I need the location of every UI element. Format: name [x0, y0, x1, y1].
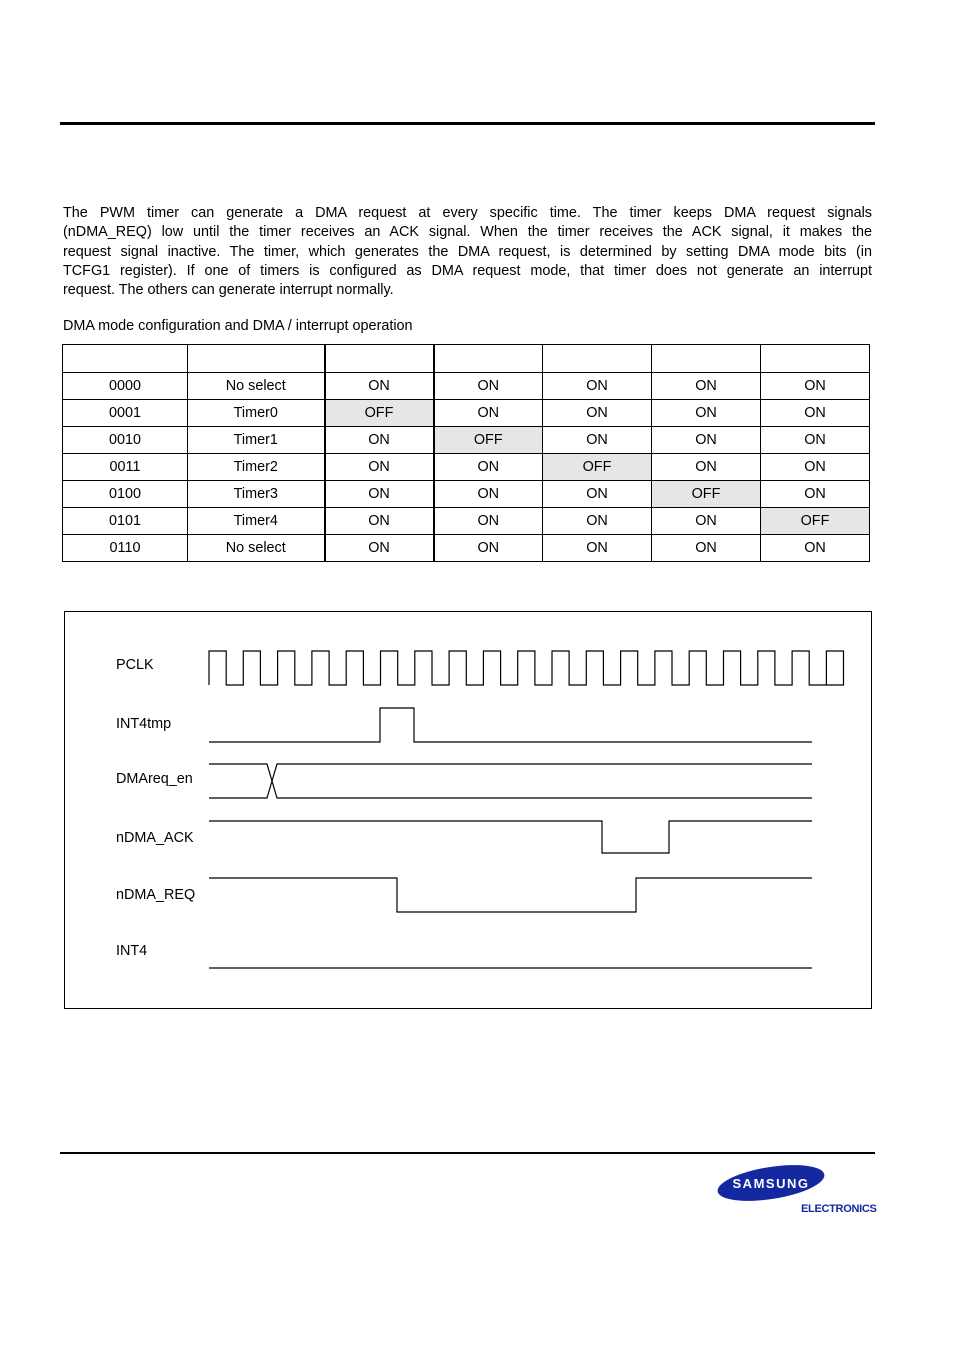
- interrupt-status-cell: ON: [652, 535, 761, 562]
- dma-timer-cell: Timer1: [188, 427, 325, 454]
- ndma-ack-waveform: [209, 821, 812, 853]
- interrupt-status-cell: OFF: [434, 427, 543, 454]
- interrupt-status-cell: ON: [652, 373, 761, 400]
- interrupt-status-cell: ON: [434, 400, 543, 427]
- dma-timer-cell: Timer3: [188, 481, 325, 508]
- interrupt-status-cell: ON: [761, 481, 870, 508]
- dmareq-en-waveform: [209, 764, 812, 798]
- footer-rule: [60, 1152, 875, 1154]
- mode-bits-cell: 0110: [63, 535, 188, 562]
- paragraph-line: TCFG1 register). If one of timers is configured as DMA request mode, that timer does not generate an interrupt: [63, 262, 872, 279]
- interrupt-status-cell: ON: [325, 427, 434, 454]
- interrupt-status-cell: ON: [543, 481, 652, 508]
- dma-timer-cell: Timer2: [188, 454, 325, 481]
- ndma-req-waveform: [209, 878, 812, 912]
- dma-timer-cell: Timer4: [188, 508, 325, 535]
- paragraph-line: (nDMA_REQ) low until the timer receives an ACK signal. When the timer receives the ACK signal, it makes the: [63, 224, 872, 241]
- interrupt-status-cell: ON: [543, 400, 652, 427]
- interrupt-status-cell: OFF: [652, 481, 761, 508]
- logo-electronics-text: ELECTRONICS: [801, 1203, 877, 1215]
- interrupt-status-cell: ON: [325, 454, 434, 481]
- interrupt-status-cell: ON: [325, 508, 434, 535]
- signal-label-int4: INT4: [116, 943, 148, 959]
- mode-bits-cell: 0010: [63, 427, 188, 454]
- int4tmp-waveform: [209, 708, 812, 742]
- pclk-waveform: [209, 651, 844, 685]
- interrupt-status-cell: ON: [434, 535, 543, 562]
- interrupt-status-cell: ON: [434, 373, 543, 400]
- mode-bits-cell: 0011: [63, 454, 188, 481]
- interrupt-status-cell: ON: [434, 454, 543, 481]
- interrupt-status-cell: OFF: [543, 454, 652, 481]
- interrupt-status-cell: OFF: [325, 400, 434, 427]
- signal-label-ndma-req: nDMA_REQ: [116, 887, 196, 903]
- dma-timer-cell: No select: [188, 373, 325, 400]
- interrupt-status-cell: ON: [543, 427, 652, 454]
- paragraph-line: request. The others can generate interrupt normally.: [63, 282, 394, 299]
- interrupt-status-cell: ON: [652, 454, 761, 481]
- interrupt-status-cell: ON: [543, 373, 652, 400]
- signal-label-int4tmp: INT4tmp: [116, 716, 172, 732]
- interrupt-status-cell: ON: [434, 481, 543, 508]
- mode-bits-cell: 0101: [63, 508, 188, 535]
- mode-bits-cell: 0001: [63, 400, 188, 427]
- interrupt-status-cell: ON: [543, 535, 652, 562]
- mode-bits-cell: 0100: [63, 481, 188, 508]
- interrupt-status-cell: OFF: [761, 508, 870, 535]
- paragraph-line: request signal inactive. The timer, which generates the DMA request, is determined by setting DMA mode bits (in: [63, 243, 872, 260]
- interrupt-status-cell: ON: [325, 481, 434, 508]
- interrupt-status-cell: ON: [761, 454, 870, 481]
- interrupt-status-cell: ON: [543, 508, 652, 535]
- interrupt-status-cell: ON: [761, 400, 870, 427]
- signal-label-ndma-ack: nDMA_ACK: [116, 830, 194, 846]
- interrupt-status-cell: ON: [434, 508, 543, 535]
- interrupt-status-cell: ON: [652, 400, 761, 427]
- signal-label-dmareq-en: DMAreq_en: [116, 771, 193, 787]
- samsung-logo: [715, 1163, 827, 1203]
- interrupt-status-cell: ON: [325, 535, 434, 562]
- interrupt-status-cell: ON: [652, 508, 761, 535]
- logo-brand-text: SAMSUNG: [732, 1176, 810, 1191]
- mode-bits-cell: 0000: [63, 373, 188, 400]
- interrupt-status-cell: ON: [325, 373, 434, 400]
- interrupt-status-cell: ON: [652, 427, 761, 454]
- interrupt-status-cell: ON: [761, 427, 870, 454]
- paragraph-line: The PWM timer can generate a DMA request at every specific time. The timer keeps DMA request signals: [63, 205, 872, 221]
- dma-timer-cell: Timer0: [188, 400, 325, 427]
- dma-timer-cell: No select: [188, 535, 325, 562]
- table-caption: DMA mode configuration and DMA / interrupt operation: [63, 318, 413, 334]
- interrupt-status-cell: ON: [761, 535, 870, 562]
- interrupt-status-cell: ON: [761, 373, 870, 400]
- signal-label-pclk: PCLK: [116, 657, 154, 673]
